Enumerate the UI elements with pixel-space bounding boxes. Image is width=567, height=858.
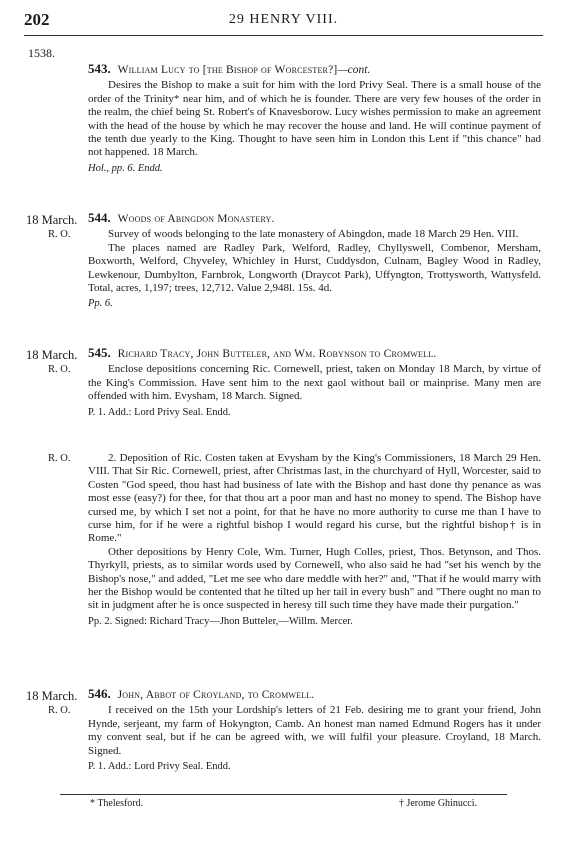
entry-546 (88, 687, 541, 773)
page-number: 202 (24, 10, 50, 29)
entry-number: 544. (88, 210, 111, 225)
entry-title: Woods of Abingdon Monastery. (117, 213, 275, 225)
entry-note: P. 1. Add.: Lord Privy Seal. Endd. (88, 406, 231, 418)
margin-ref: R. O. (48, 229, 71, 240)
entry-paragraph: I received on the 15th your Lordship's letters of 21 Feb. desiring me to grant your friend, John Hynde, serjeant, my farm of Hokyngton, Camb. An honest man named Edmund Rogers has it under my convent seal, but if he can be agreed with, we will fulfil your pleasure. Croyland, 18 March. Signed. (88, 704, 541, 757)
entry-note: Pp. 2. Signed: Richard Tracy—Jhon Butteler,—Willm. Mercer. (88, 615, 353, 627)
entry-paragraph: 2. Deposition of Ric. Costen taken at Evysham by the King's Commissioners, 18 March 29 Hen. VIII. That Sir Ric. Cornewell, priest, after Christmas last, in the churchyard of Hyll, Worcester, said to Costen "God speed, thou hast had business of late with the Bishop and hast done thy penance as was most esse (easy?) for thee, for that thou art a poor man and hast no money to spend. The Bishop have cursed me, by which I set not a point, for that he have no more authority to curse me than I have to curse him, for if he were a rightful bishop I would regard his curse, but the rightful bishop† is in Rome." (88, 452, 541, 545)
margin-ref: R. O. (48, 364, 71, 375)
year-label: 1538. (28, 46, 55, 60)
entry-heading (88, 346, 541, 361)
entry-paragraph: Survey of woods belonging to the late monastery of Abingdon, made 18 March 29 Hen. VIII. (108, 228, 519, 241)
entry-note: P. 1. Add.: Lord Privy Seal. Endd. (88, 761, 231, 773)
footnote-rule (60, 794, 507, 795)
footnote-left: * Thelesford. (90, 798, 144, 809)
entry-heading (88, 62, 541, 77)
entry-paragraph: Enclose depositions concerning Ric. Cornewell, priest, taken on Monday 18 March, by virtue of the King's Commission. Have sent him to the next gaol without bail or mainprise. Many men are offended with him. Evysham, 18 March. Signed. (88, 363, 541, 403)
entry-543 (88, 62, 541, 175)
entry-number: 546. (88, 686, 111, 701)
footnote-right: † Jerome Ghinucci. (398, 798, 477, 809)
margin-ref: R. O. (48, 705, 71, 716)
entry-paragraph: Other depositions by Henry Cole, Wm. Turner, Hugh Colles, priest, Thos. Betynson, and Thos. Thyrkyll, priests, as to similar words used by Cornewell, who also said he had "set his wench by the Bishop's nose," and added, "Let me see who dare meddle with her?" and, "That if he would marry with her the Bishop would be contented that he tilted up her tail in every bush" and "There ought no man to sit in judgment after he is once suspected in heresy till such time they have made their purgation." (88, 545, 541, 612)
entry-number: 543. (88, 61, 111, 76)
entry-cont: —cont. (337, 64, 371, 76)
entry-heading (88, 687, 541, 702)
entry-paragraph: Desires the Bishop to make a suit for him with the lord Privy Seal. There is a small house of the order of the Trinity* near him, and of which he is founder. There are very few houses of the order in the realm, the chief being St. Robert's of Knavesborow. Lucy wishes permission to make an agreement with the head of the house by which he may recover the house and land. He will continue payment of the tenth due yearly to the King. Thought to have seen him in London this Lent if "this chance" had not happened. 18 March. (88, 79, 541, 159)
margin-date: 18 March. (26, 213, 78, 227)
margin-date: 18 March. (26, 689, 78, 703)
entry-heading (88, 211, 541, 226)
page-header (24, 10, 543, 34)
entry-545-deposition (88, 452, 541, 628)
header-rule (24, 35, 543, 36)
entry-title: Richard Tracy, John Butteler, and Wm. Robynson to Cromwell. (117, 348, 437, 360)
running-title: 29 HENRY VIII. (228, 12, 339, 27)
margin-ref: R. O. (48, 453, 71, 464)
entry-title: John, Abbot of Croyland, to Cromwell. (117, 689, 315, 701)
entry-note: Pp. 6. (88, 298, 113, 310)
margin-date: 18 March. (26, 348, 78, 362)
entry-title: William Lucy to [the Bishop of Worcester?] (117, 64, 338, 76)
entry-544 (88, 211, 541, 311)
entry-545 (88, 346, 541, 419)
entry-paragraph: The places named are Radley Park, Welford, Radley, Chyllyswell, Combenor, Mersham, Boxworth, Welford, Chyveley, Whichley in Hurst, Cuddysdon, Culnam, Bagley Wood in Radley, Lewkenour, Dumbylton, Farnbrok, Longworth (Draycot Park), Uffyngton, Trottysworth, Wattysfeld. Total, acres, 1,197; trees, 12,712. Value 2,948l. 15s. 4d. (88, 241, 541, 295)
entry-note: Hol., pp. 6. Endd. (88, 162, 163, 174)
entry-number: 545. (88, 345, 111, 360)
